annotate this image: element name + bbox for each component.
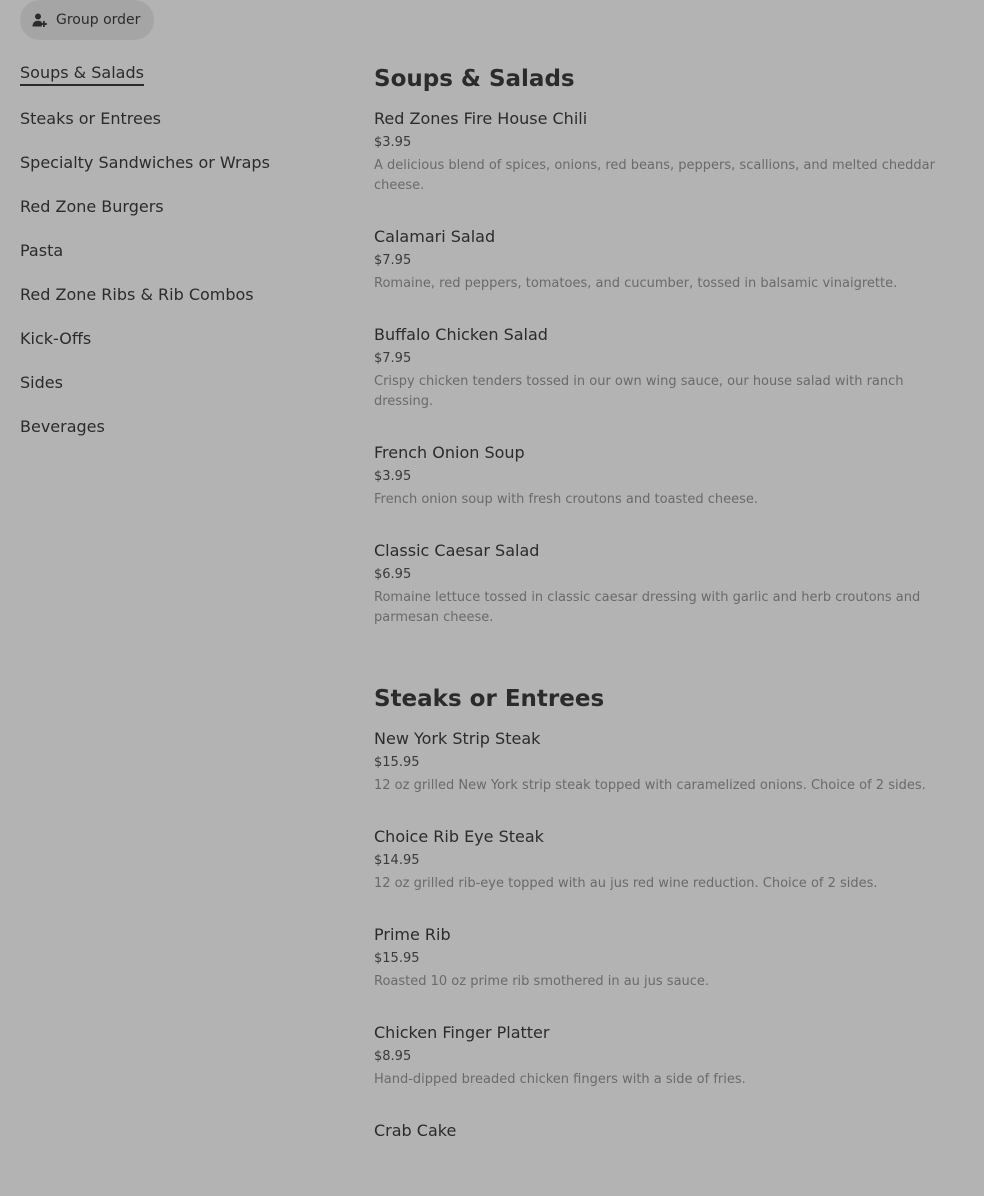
item-price: $8.95 [374, 1049, 412, 1064]
item-price: $15.95 [374, 755, 420, 770]
sidebar-item-kick-offs[interactable]: Kick-Offs [20, 329, 92, 348]
item-name: Classic Caesar Salad [374, 541, 540, 560]
item-name: Crab Cake [374, 1121, 457, 1140]
add-person-icon [32, 12, 48, 28]
item-name: Buffalo Chicken Salad [374, 325, 548, 344]
menu-item[interactable] [374, 1120, 964, 1142]
item-description: French onion soup with fresh croutons and toasted cheese. [374, 492, 759, 507]
item-name: Red Zones Fire House Chili [374, 109, 588, 128]
item-price: $7.95 [374, 253, 412, 268]
group-order-label: Group order [56, 12, 141, 28]
item-price: $3.95 [374, 135, 412, 150]
item-description: 12 oz grilled rib-eye topped with au jus red wine reduction. Choice of 2 sides. [374, 876, 878, 891]
item-name: Choice Rib Eye Steak [374, 827, 544, 846]
item-description: Crispy chicken tenders tossed in our own wing sauce, our house salad with ranch dressing. [374, 374, 904, 409]
item-name: New York Strip Steak [374, 729, 541, 748]
sidebar-item-beverages[interactable]: Beverages [20, 417, 105, 436]
item-description: Hand-dipped breaded chicken fingers with a side of fries. [374, 1072, 746, 1087]
item-description: 12 oz grilled New York strip steak topped with caramelized onions. Choice of 2 sides. [374, 778, 926, 793]
menu-section-steaks-entrees [374, 682, 964, 1142]
menu-item[interactable] [374, 226, 964, 294]
sidebar-item-specialty-sandwiches[interactable]: Specialty Sandwiches or Wraps [20, 153, 270, 172]
sidebar-item-ribs-combos[interactable]: Red Zone Ribs & Rib Combos [20, 285, 254, 304]
section-title: Steaks or Entrees [374, 686, 605, 712]
menu-item[interactable] [374, 728, 964, 796]
menu-item[interactable] [374, 108, 964, 196]
menu-item[interactable] [374, 1022, 964, 1090]
item-description: Roasted 10 oz prime rib smothered in au jus sauce. [374, 974, 710, 989]
menu-item[interactable] [374, 324, 964, 412]
item-description: Romaine lettuce tossed in classic caesar dressing with garlic and herb croutons and parmesan cheese. [374, 590, 921, 625]
item-description: Romaine, red peppers, tomatoes, and cucumber, tossed in balsamic vinaigrette. [374, 276, 898, 291]
item-name: Prime Rib [374, 925, 451, 944]
item-price: $3.95 [374, 469, 412, 484]
sidebar-item-red-zone-burgers[interactable]: Red Zone Burgers [20, 197, 164, 216]
item-price: $14.95 [374, 853, 420, 868]
item-name: Chicken Finger Platter [374, 1023, 550, 1042]
group-order-button[interactable] [20, 0, 154, 40]
menu-item[interactable] [374, 826, 964, 894]
item-name: French Onion Soup [374, 443, 525, 462]
menu-item[interactable] [374, 442, 964, 510]
menu-section-soups-salads [374, 62, 964, 628]
item-price: $6.95 [374, 567, 412, 582]
category-sidebar [20, 62, 330, 460]
menu-item[interactable] [374, 540, 964, 628]
item-price: $15.95 [374, 951, 420, 966]
sidebar-item-steaks-entrees[interactable]: Steaks or Entrees [20, 109, 161, 128]
menu-content [374, 62, 964, 1196]
menu-item[interactable] [374, 924, 964, 992]
section-title: Soups & Salads [374, 66, 575, 92]
item-name: Calamari Salad [374, 227, 496, 246]
sidebar-item-soups-salads[interactable]: Soups & Salads [20, 62, 144, 86]
item-price: $7.95 [374, 351, 412, 366]
sidebar-item-pasta[interactable]: Pasta [20, 241, 64, 260]
sidebar-item-sides[interactable]: Sides [20, 373, 63, 392]
item-description: A delicious blend of spices, onions, red beans, peppers, scallions, and melted cheddar cheese. [374, 158, 935, 193]
